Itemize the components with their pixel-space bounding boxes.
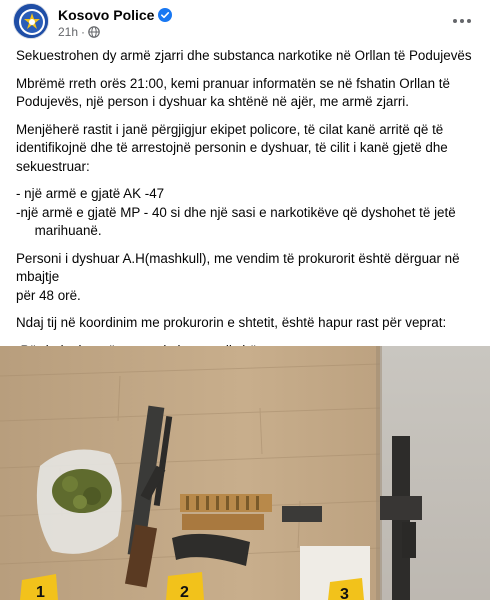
- text-line: marihuanë.: [16, 223, 102, 238]
- post-photo[interactable]: [0, 346, 490, 600]
- more-dots-icon: [452, 18, 472, 24]
- evidence-marker: [166, 572, 204, 600]
- post-meta: [58, 25, 100, 39]
- text-line: sekuestruar:: [16, 158, 90, 174]
- text-line: Personi i dyshuar A.H(mashkull), me vendim të prokurorit është dërguar në mbajtje: [16, 250, 460, 284]
- more-options-button[interactable]: [450, 11, 474, 31]
- text-line: Mbrëmë rreth orës 21:00, kemi pranuar informatën se në fshatin Orllan të: [16, 75, 450, 91]
- post-paragraph: [16, 75, 478, 112]
- police-badge-icon: [14, 4, 49, 39]
- text-line: -një armë e gjatë MP - 40 si dhe një sasi e narkotikëve që dyshohet të jetë: [16, 204, 456, 220]
- post-timestamp[interactable]: 21h: [58, 25, 79, 39]
- page-avatar[interactable]: [13, 3, 49, 39]
- author-line: [58, 6, 172, 24]
- text-line: Podujevës, një person i dyshuar ka shtënë në ajër, me armë zjarri.: [16, 94, 409, 109]
- post-header: [0, 0, 490, 44]
- evidence-photo: [0, 346, 490, 600]
- post-paragraph: [16, 121, 478, 177]
- marker-label: 1: [36, 584, 45, 600]
- post-paragraph: [16, 47, 478, 66]
- meta-separator: ·: [81, 25, 86, 39]
- text-line: - një armë e gjatë AK -47: [16, 186, 165, 201]
- text-line: për 48 orë.: [16, 287, 81, 303]
- marker-label: 3: [340, 586, 349, 600]
- text-line: Sekuestrohen dy armë zjarri dhe substanca narkotike në Orllan të Podujevës: [16, 48, 472, 63]
- post-paragraph: [16, 185, 478, 241]
- text-line: Menjëherë rastit i janë përgjigjur ekipet policore, të cilat kanë arritë që të: [16, 121, 444, 137]
- marker-label: 2: [180, 584, 189, 600]
- verified-check-icon: [158, 8, 172, 22]
- post-paragraph: [16, 250, 478, 306]
- author-name[interactable]: Kosovo Police: [58, 7, 155, 23]
- globe-icon[interactable]: [88, 26, 100, 38]
- text-line: identifikojnë dhe të arrestojnë personin e dyshuar, të cilit i kanë gjetë dhe: [16, 140, 448, 155]
- plastic-bag: [37, 450, 122, 554]
- post-paragraph: [16, 314, 478, 333]
- text-line: Ndaj tij në koordinim me prokurorin e shtetit, është hapur rast për veprat:: [16, 315, 447, 330]
